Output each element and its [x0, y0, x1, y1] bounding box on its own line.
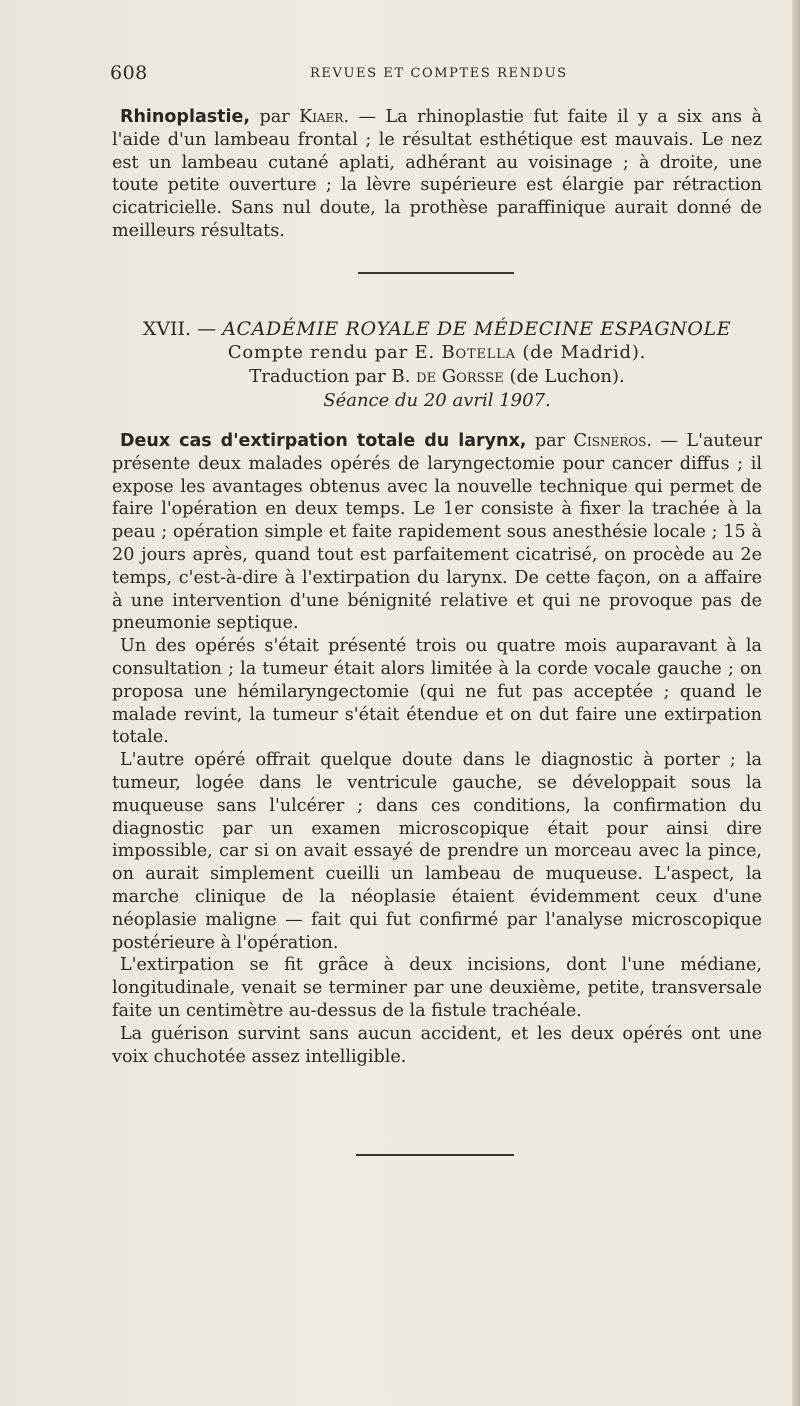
article-text: . — L'auteur présente deux malades opérés de laryngectomie pour cancer diffus ; il expose les avantages obtenus avec la nouvelle technique qui permet de faire l'opération en deux temps. Le 1er consiste à fixer la trachée à la peau ; opération simple et faite rapidement sous anesthésie locale ; 15 à 20 jours après, quand tout est parfaitement cicatrisé, on procède au 2e temps, c'est-à-dire à l'extirpation du larynx. De cette façon, on a affaire à une intervention d'une bénignité relative et qui ne provoque pas de pneumonie septique.	[112, 431, 762, 634]
page-number: 608	[110, 62, 148, 84]
article-paragraph: La guérison survint sans aucun accident, et les deux opérés ont une voix chuchotée assez intelligible.	[112, 1023, 762, 1067]
article-text: . — La rhinoplastie fut faite il y a six ans à l'aide d'un lambeau frontal ; le résultat esthétique est mauvais. Le nez est un lambeau cutané aplati, adhérant au voisinage ; à droite, une toute petite ouverture ; la lèvre supérieure est élargie par rétraction cicatricielle. Sans nul doute, la prothèse paraffinique aurait donné de meilleurs résultats.	[112, 107, 762, 241]
article-paragraph: L'extirpation se fit grâce à deux incisions, dont l'une médiane, longitudinale, venait se terminer par une deuxième, petite, transversale faite un centimètre au-dessus de la fistule trachéale.	[112, 955, 762, 1021]
page-header	[110, 62, 760, 86]
article-rhinoplastie	[112, 106, 762, 243]
section-heading	[112, 317, 762, 413]
section-divider	[358, 272, 514, 274]
article-title: Rhinoplastie,	[120, 107, 251, 127]
report-author: Botella	[441, 342, 516, 363]
section-number: XVII. —	[142, 318, 223, 340]
page-edge-shadow	[792, 0, 800, 1406]
session-date: Séance du 20 avril 1907.	[323, 390, 551, 411]
section-title: ACADÉMIE ROYALE DE MÉDECINE ESPAGNOLE	[222, 318, 732, 340]
article-larynx	[112, 430, 762, 1068]
article-paragraph: L'autre opéré offrait quelque doute dans le diagnostic à porter ; la tumeur, logée dans le ventricule gauche, se développait sous la muqueuse sans l'ulcérer ; dans ces conditions, la confirmation du diagnostic par un examen microscopique était pour ainsi dire impossible, car si on avait essayé de prendre un morceau avec la pince, on aurait simplement cueilli un lambeau de muqueuse. L'aspect, la marche clinique de la néoplasie étaient évidemment ceux d'une néoplasie maligne — fait qui fut confirmé par l'analyse microscopique postérieure à l'opération.	[112, 750, 762, 953]
section-title-line	[112, 317, 762, 341]
article-paragraph: Rhinoplastie, par Kiaer. — La rhinoplastie fut faite il y a six ans à l'aide d'un lambeau frontal ; le résultat esthétique est mauvais. Le nez est un lambeau cutané aplati, adhérant au voisinage ; à droite, une toute petite ouverture ; la lèvre supérieure est élargie par rétraction cicatricielle. Sans nul doute, la prothèse paraffinique aurait donné de meilleurs résultats.	[112, 107, 762, 241]
end-divider	[356, 1154, 514, 1156]
running-head: REVUES ET COMPTES RENDUS	[310, 66, 568, 81]
article-author: Cisneros	[573, 431, 647, 451]
report-credit: Compte rendu par E. Botella (de Madrid).	[227, 342, 647, 363]
article-paragraph: Un des opérés s'était présenté trois ou quatre mois auparavant à la consultation ; la tumeur était alors limitée à la corde vocale gauche ; on proposa une hémilaryngectomie (qui ne fut pas acceptée ; quand le malade revint, la tumeur s'était étendue et on dut faire une extirpation totale.	[112, 636, 762, 748]
translation-credit: Traduction par B. de Gorsse (de Luchon).	[249, 366, 625, 387]
article-author: Kiaer	[299, 107, 344, 127]
article-paragraph: Deux cas d'extirpation totale du larynx, par Cisneros. — L'auteur présente deux malades opérés de laryngectomie pour cancer diffus ; il expose les avantages obtenus avec la nouvelle technique qui permet de faire l'opération en deux temps. Le 1er consiste à fixer la trachée à la peau ; opération simple et faite rapidement sous anesthésie locale ; 15 à 20 jours après, quand tout est parfaitement cicatrisé, on procède au 2e temps, c'est-à-dire à l'extirpation du larynx. De cette façon, on a affaire à une intervention d'une bénignité relative et qui ne provoque pas de pneumonie septique.	[112, 431, 762, 634]
translation-author: de Gorsse	[416, 366, 504, 387]
article-title: Deux cas d'extirpation totale du larynx,	[120, 431, 527, 451]
